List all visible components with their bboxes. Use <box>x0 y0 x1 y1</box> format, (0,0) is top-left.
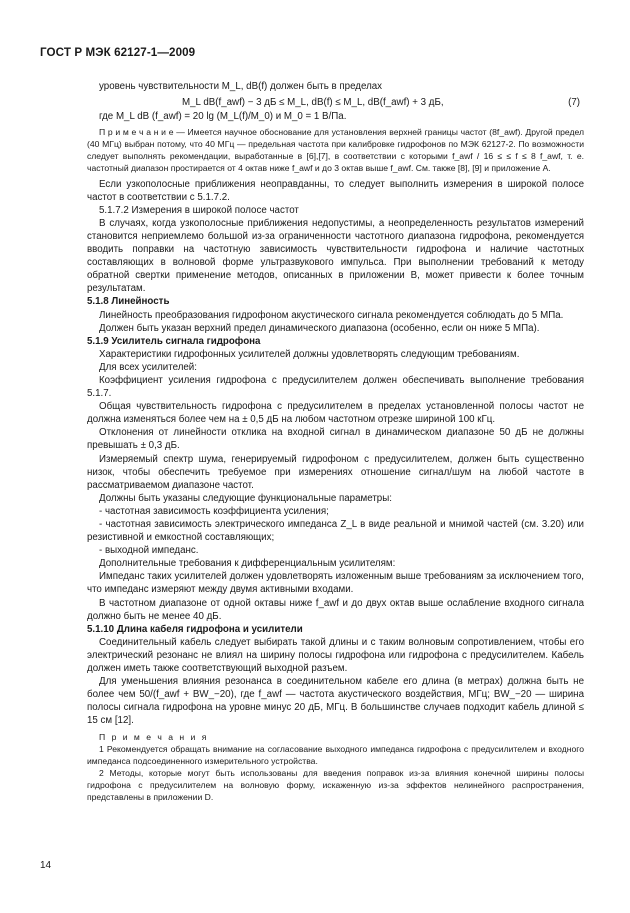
page-body <box>87 80 584 803</box>
paragraph-cable-1: Соединительный кабель следует выбирать такой длины и с таким волновым сопротивлением, чтобы его электрический резонанс не влиял на ширину полосы гидрофона или гидрофона с предусилителем. Кабель должен иметь также соответствующий выходной разъем. <box>87 636 584 675</box>
note-upper-limit: П р и м е ч а н и е — Имеется научное обоснование для установления верхней границы частот (8f_awf). Другой предел (40 МГц) выбран потому, что 40 МГц — предельная частота при калибровке гидрофонов по МЭК 62127-2. По возможности следует выполнять рекомендации, выработанные в [6],[7], в соответствии с которыми f_awf / 16 ≤ ≤ f ≤ 8 f_awf, т. е. частотный диапазон простирается от 4 октав ниже f_awf и до 3 октав выше f_awf. См. также [8], [9] и приложение А. <box>87 127 584 174</box>
section-5-1-10-heading: 5.1.10 Длина кабеля гидрофона и усилители <box>87 623 303 635</box>
paragraph-cable-2: Для уменьшения влияния резонанса в соединительном кабеле его длина (в метрах) должна быть не более чем 50/(f_awf + BW_−20), где f_awf — частота акустического воздействия, МГц; BW_−20 — ширина полосы сигнала гидрофона на уровне минус 20 дБ, МГц. В большинстве случаев подходит кабель длиной ≤ 15 см [12]. <box>87 676 584 727</box>
paragraph-wideband: В случаях, когда узкополосные приближения недопустимы, а неопределенность результатов измерений становится неприемлемо большой из-за ограниченности частотного диапазона гидрофона, рекомендуется вводить поправки на частотную зависимость чувствительности гидрофона и наличие частотных составляющих в волновой форме ультразвукового импульса. При выполнении требований к методу обратной свертки применение методов, описанных в приложении В, может привести к более точным результатам. <box>87 217 584 295</box>
notes-title: П р и м е ч а н и я <box>99 731 209 742</box>
section-5-1-9-heading: 5.1.9 Усилитель сигнала гидрофона <box>87 335 261 347</box>
paragraph-diff-2: Импеданс таких усилителей должен удовлетворять изложенным выше требованиям за исключением того, что импеданс измеряют между двумя активными входами. <box>87 571 584 596</box>
list-item: - частотная зависимость коэффициента усиления; <box>99 505 329 517</box>
paragraph-diff-3: В частотном диапазоне от одной октавы ниже f_awf и до двух октав выше ослабление входного сигнала должно быть не менее 40 дБ. <box>87 597 584 622</box>
note-item: 1 Рекомендуется обращать внимание на согласование выходного импеданса гидрофона с предусилителем и входного импеданса подсоединенного измерительного устройства. <box>87 743 584 766</box>
paragraph-amp-1: Характеристики гидрофонных усилителей должны удовлетворять следующим требованиям. <box>99 348 520 360</box>
paragraph-linearity-2: Должен быть указан верхний предел динамического диапазона (особенно, если он ниже 5 МПа). <box>99 322 540 334</box>
paragraph-linearity-1: Линейность преобразования гидрофоном акустического сигнала рекомендуется соблюдать до 5 МПа. <box>99 309 564 321</box>
section-5-1-8-heading: 5.1.8 Линейность <box>87 296 170 308</box>
page-header: ГОСТ Р МЭК 62127-1—2009 <box>40 46 196 59</box>
note-item: 2 Методы, которые могут быть использованы для введения поправок из-за влияния конечной ширины полосы гидрофона с предусилителем на волновую форму, искаженную из-за эффектов нелинейного распространения, представлены в приложении D. <box>87 767 584 802</box>
list-item: - выходной импеданс. <box>99 545 199 557</box>
paragraph-amp-3: Коэффициент усиления гидрофона с предусилителем должен обеспечивать выполнение требования 5.1.7. <box>87 374 584 400</box>
paragraph-diff-1: Дополнительные требования к дифференциальным усилителям: <box>99 558 396 570</box>
paragraph-noise: Измеряемый спектр шума, генерируемый гидрофоном с предусилителем, должен быть существенно низок, чтобы обеспечить требуемое при измерениях отношение сигнал/шум на любой частоте в рассматриваемом диапазоне частот. <box>87 453 584 491</box>
equation-7 <box>87 93 584 110</box>
paragraph-level: уровень чувствительности M_L, dB(f) должен быть в пределах <box>99 81 383 92</box>
page-number: 14 <box>40 860 52 871</box>
equation-number: (7) <box>568 97 580 109</box>
subsection-5-1-7-2: 5.1.7.2 Измерения в широкой полосе частот <box>99 204 299 216</box>
paragraph-amp-2: Для всех усилителей: <box>99 361 197 373</box>
list-item: - частотная зависимость электрического импеданса Z_L в виде реальной и мнимой частей (см. 3.20) или резистивной и емкостной составляющих; <box>87 519 584 544</box>
paragraph-narrowband: Если узкополосные приближения неоправданны, то следует выполнить измерения в широкой полосе частот в соответствии с 5.1.7.2. <box>87 178 584 203</box>
paragraph-params: Должны быть указаны следующие функциональные параметры: <box>99 492 392 504</box>
equation-where: где M_L dB (f_awf) = 20 lg (M_L(f)/M_0) и M_0 = 1 В/Па. <box>99 111 347 123</box>
equation-formula: M_L dB(f_awf) − 3 дБ ≤ M_L, dB(f) ≤ M_L, dB(f_awf) + 3 дБ, <box>182 97 444 109</box>
paragraph-amp-4: Общая чувствительность гидрофона с предусилителем в пределах установленной полосы частот не должна изменяться более чем на ± 0,5 дБ на любом частотном отрезке шириной 100 кГц. <box>87 401 584 426</box>
paragraph-amp-5: Отклонения от линейности отклика на входной сигнал в динамическом диапазоне 50 дБ не должны превышать ± 0,3 дБ. <box>87 427 584 452</box>
